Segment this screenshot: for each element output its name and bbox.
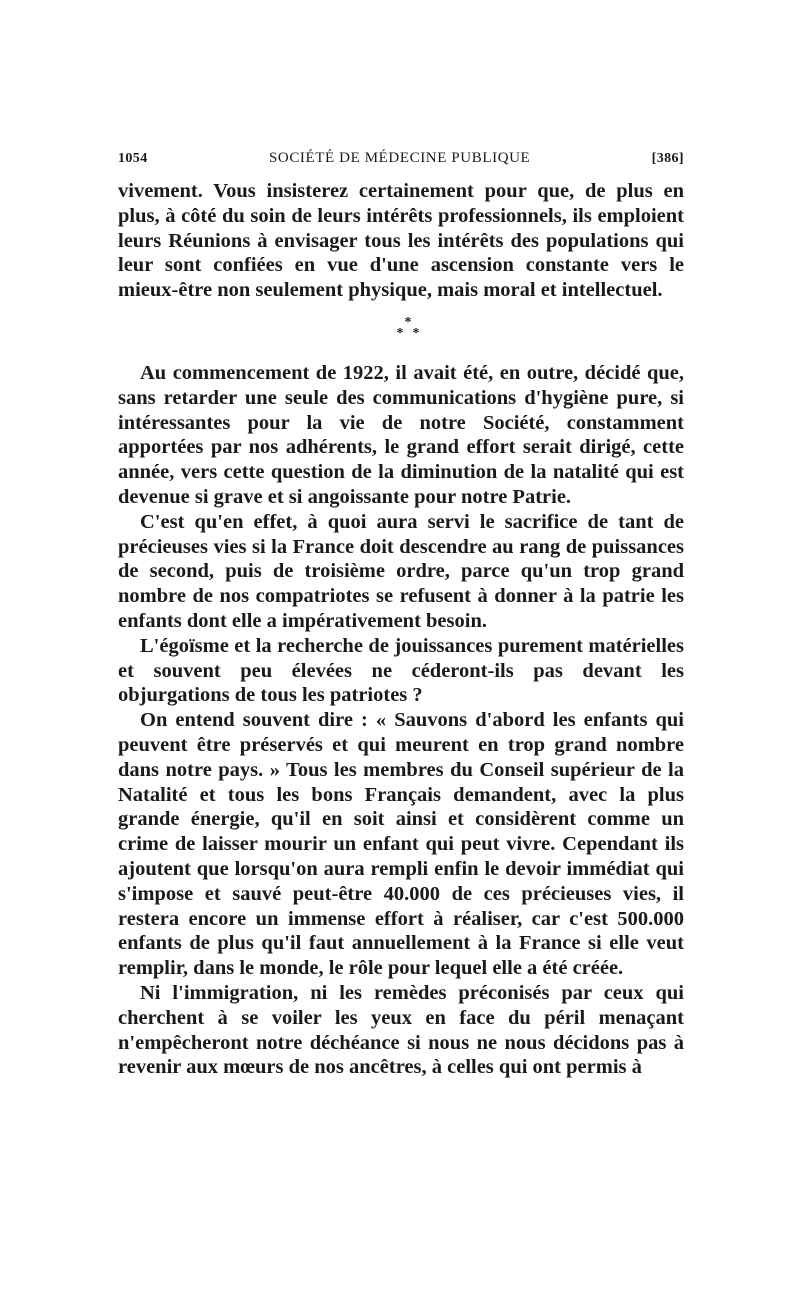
page-number: 1054 — [118, 151, 148, 166]
paragraph: On entend souvent dire : « Sauvons d'abord les enfants qui peuvent être préservés et qui meurent en trop grand nombre dans notre pays. » Tous les membres du Conseil supérieur de la Natalité et tous les bons Français demandent, avec la plus grande énergie, qu'il en soit ainsi et considèrent comme un crime de laisser mourir un enfant qui peut vivre. Cependant ils ajoutent que lorsqu'on aura rempli enfin le devoir immédiat qui s'impose et sauvé peut-être 40.000 de ces précieuses vies, il restera encore un immense effort à réaliser, car c'est 500.000 enfants de plus qu'il faut annuellement à la France si elle veut remplir, dans le monde, le rôle pour lequel elle a été créée. — [118, 709, 684, 980]
section-separator — [132, 314, 684, 341]
running-header — [118, 150, 684, 167]
paragraph-continuation: vivement. Vous insisterez certainement pour que, de plus en plus, à côté du soin de leurs intérêts professionnels, ils emploient leurs Réunions à envisager tous les intérêts des populations qui leur sont confiées en vue d'une ascension constante vers le mieux-être non seulement physique, mais moral et intellectuel. — [118, 180, 684, 302]
paragraph: C'est qu'en effet, à quoi aura servi le sacrifice de tant de précieuses vies si la France doit descendre au rang de puissances de second, puis de troisième ordre, parce qu'un trop grand nombre de nos compatriotes se refusent à donner à la patrie les enfants dont elle a impérativement besoin. — [118, 510, 684, 632]
body-text — [118, 179, 684, 1080]
paragraph: Ni l'immigration, ni les remèdes préconisés par ceux qui cherchent à se voiler les yeux en face du péril menaçant n'empêcheront notre déchéance si nous ne nous décidons pas à revenir aux mœurs de nos ancêtres, à celles qui ont permis à — [118, 981, 684, 1079]
document-page — [118, 150, 684, 1080]
asterism-bottom: ** — [396, 325, 429, 341]
paragraph: Au commencement de 1922, il avait été, en outre, décidé que, sans retarder une seule des communications d'hygiène pure, si intéressantes pour la vie de notre Société, constamment apportées par nos adhérents, le grand effort serait dirigé, cette année, vers cette question de la diminution de la natalité qui est devenue si grave et si angoissante pour notre Patrie. — [118, 361, 684, 508]
plate-number: [386] — [651, 151, 684, 166]
asterism-top: * — [404, 314, 412, 330]
paragraph: L'égoïsme et la recherche de jouissances purement matérielles et souvent peu élevées ne céderont-ils pas devant les objurgations de tous les patriotes ? — [118, 634, 684, 707]
running-title: SOCIÉTÉ DE MÉDECINE PUBLIQUE — [268, 150, 531, 166]
